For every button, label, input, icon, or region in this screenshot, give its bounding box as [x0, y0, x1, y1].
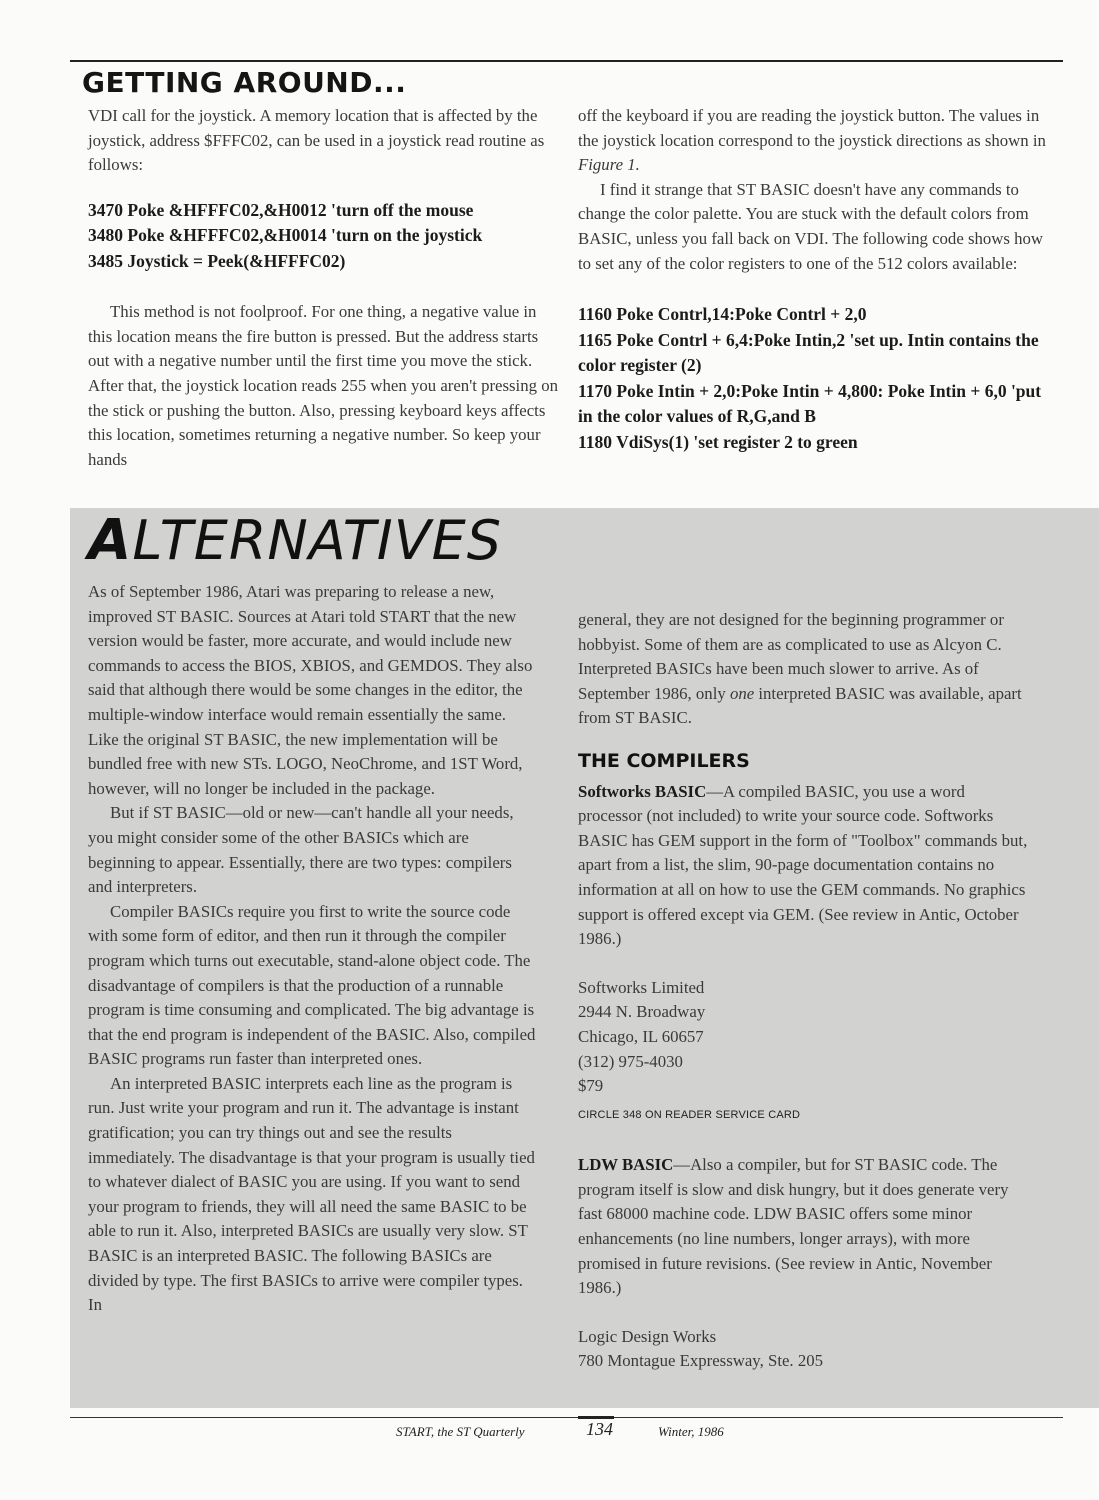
alternatives-left-column [88, 580, 536, 1318]
alternatives-paragraph: But if ST BASIC—old or new—can't handle all your needs, you might consider some of the other BASICs which are beginning to appear. Essentially, there are two types: compilers and interpreters. [88, 803, 514, 897]
address-line: Softworks Limited [578, 977, 705, 997]
alternatives-title [88, 508, 502, 573]
softworks-description: —A compiled BASIC, you use a word processor (not included) to write your source code. Softworks BASIC has GEM support in the form of "Toolbox" commands but, apart from a list, the slim, 90-page documentation contains no information at all on how to use the GEM commands. No graphics support is offered except via GEM. (See review in Antic, October 1986.) [578, 781, 1028, 949]
code-line: 1165 Poke Contrl + 6,4:Poke Intin,2 'set up. Intin contains the color register (2) [578, 329, 1039, 376]
code-line: 1180 VdiSys(1) 'set register 2 to green [578, 431, 858, 452]
address-line: $79 [578, 1076, 604, 1096]
title-rest: LTERNATIVES [132, 509, 503, 572]
address-line: 780 Montague Expressway, Ste. 205 [578, 1351, 823, 1371]
issue-date: Winter, 1986 [658, 1424, 724, 1439]
palette-code-listing [578, 302, 1048, 455]
code-line: 3485 Joystick = Peek(&HFFFC02) [88, 250, 346, 271]
softworks-entry [578, 780, 1028, 952]
address-line: Logic Design Works [578, 1326, 717, 1346]
page-number: 134 [586, 1419, 613, 1439]
alternatives-right-column [578, 608, 1028, 1374]
ldw-address [578, 1325, 1028, 1374]
code-line: 3480 Poke &HFFFC02,&H0014 'turn on the joystick [88, 225, 483, 246]
code-line: 1160 Poke Contrl,14:Poke Contrl + 2,0 [578, 304, 867, 325]
compilers-heading: THE COMPILERS [578, 749, 750, 772]
address-line: Chicago, IL 60657 [578, 1026, 704, 1046]
bottom-rule [70, 1417, 1063, 1418]
intro-right-paragraph-2: I find it strange that ST BASIC doesn't have any commands to change the color palette. You are stuck with the default colors from BASIC, unless you fall back on VDI. The following code shows how to set any of the color registers to one of the 512 colors available: [578, 179, 1044, 273]
right-paragraph-part: general, they are not designed for the beginning programmer or hobbyist. Some of them are as complicated to use as Alcyon C. Interpreted BASICs have been much slower to arrive. As of September 1986, only [578, 610, 1004, 703]
code-line: 1170 Poke Intin + 2,0:Poke Intin + 4,800: Poke Intin + 6,0 'put in the color values of R,G,and B [578, 380, 1042, 427]
right-paragraph-part: interpreted BASIC was available, apart from ST BASIC. [578, 683, 1022, 728]
magazine-name: START, the ST Quarterly [396, 1424, 525, 1439]
code-line: 3470 Poke &HFFFC02,&H0012 'turn off the mouse [88, 199, 474, 220]
address-line: 2944 N. Broadway [578, 1002, 706, 1022]
ldw-name: LDW BASIC [578, 1155, 674, 1175]
section-title: GETTING AROUND... [82, 66, 407, 99]
intro-right-column [578, 104, 1048, 455]
intro-right-paragraph-1-text: off the keyboard if you are reading the joystick button. The values in the joystick location correspond to the joystick directions as shown in [578, 106, 1046, 150]
ldw-description: —Also a compiler, but for ST BASIC code. The program itself is slow and disk hungry, but it does generate very fast 68000 machine code. LDW BASIC offers some minor enhancements (no line numbers, longer arrays), with more promised in future revisions. (See review in Antic, November 1986.) [578, 1155, 1009, 1298]
softworks-name: Softworks BASIC [578, 781, 707, 801]
emphasis: one [729, 683, 755, 703]
intro-left-paragraph-2: This method is not foolproof. For one thing, a negative value in this location means the fire button is pressed. But the address starts out with a negative number until the first time you move the stick. After that, the joystick location reads 255 when you aren't pressing on the stick or pushing the button. Also, pressing keyboard keys affects this location, sometimes returning a negative number. So keep your hands [88, 302, 558, 469]
ldw-entry [578, 1153, 1028, 1301]
intro-left-paragraph-1: VDI call for the joystick. A memory location that is affected by the joystick, address $FFFC02, can be used in a joystick read routine as follows: [88, 106, 545, 175]
intro-right-paragraph-1 [578, 104, 1048, 178]
softworks-address [578, 976, 1028, 1099]
alternatives-paragraph: An interpreted BASIC interprets each line as the program is run. Just write your program and run it. The advantage is instant gratification; you can try things out and see the results immediately. The disadvantage is that your program is usually tied to whatever dialect of BASIC you are using. If you want to send your program to friends, they will all need the same BASIC to be able to run it. Also, interpreted BASICs are usually very slow. ST BASIC is an interpreted BASIC. The following BASICs are divided by type. The first BASICs to arrive were compiler types. In [88, 1073, 535, 1315]
alternatives-right-paragraph [578, 608, 1028, 731]
joystick-code-listing [88, 198, 558, 275]
reader-service-note: CIRCLE 348 ON READER SERVICE CARD [578, 1108, 801, 1121]
address-line: (312) 975-4030 [578, 1051, 683, 1071]
figure-reference: Figure 1. [578, 155, 640, 175]
alternatives-paragraph: Compiler BASICs require you first to write the source code with some form of editor, and then run it through the compiler program which turns out executable, stand-alone object code. The disadvantage of compilers is that the production of a runnable program is time consuming and complicated. The big advantage is that the end program is independent of the BASIC. Also, compiled BASIC programs run faster than interpreted ones. [88, 901, 536, 1069]
alternatives-paragraph: As of September 1986, Atari was preparing to release a new, improved ST BASIC. Sources at Atari told START that the new version would be faster, more accurate, and would include new commands to access the BIOS, XBIOS, and GEMDOS. They also said that although there would be some changes in the editor, the multiple-window interface would remain essentially the same. Like the original ST BASIC, the new implementation will be bundled free with new STs. LOGO, NeoChrome, and 1ST Word, however, will no longer be included in the package. [88, 582, 533, 798]
intro-left-column [88, 104, 558, 472]
top-rule [70, 60, 1063, 62]
title-initial: A [88, 508, 133, 573]
